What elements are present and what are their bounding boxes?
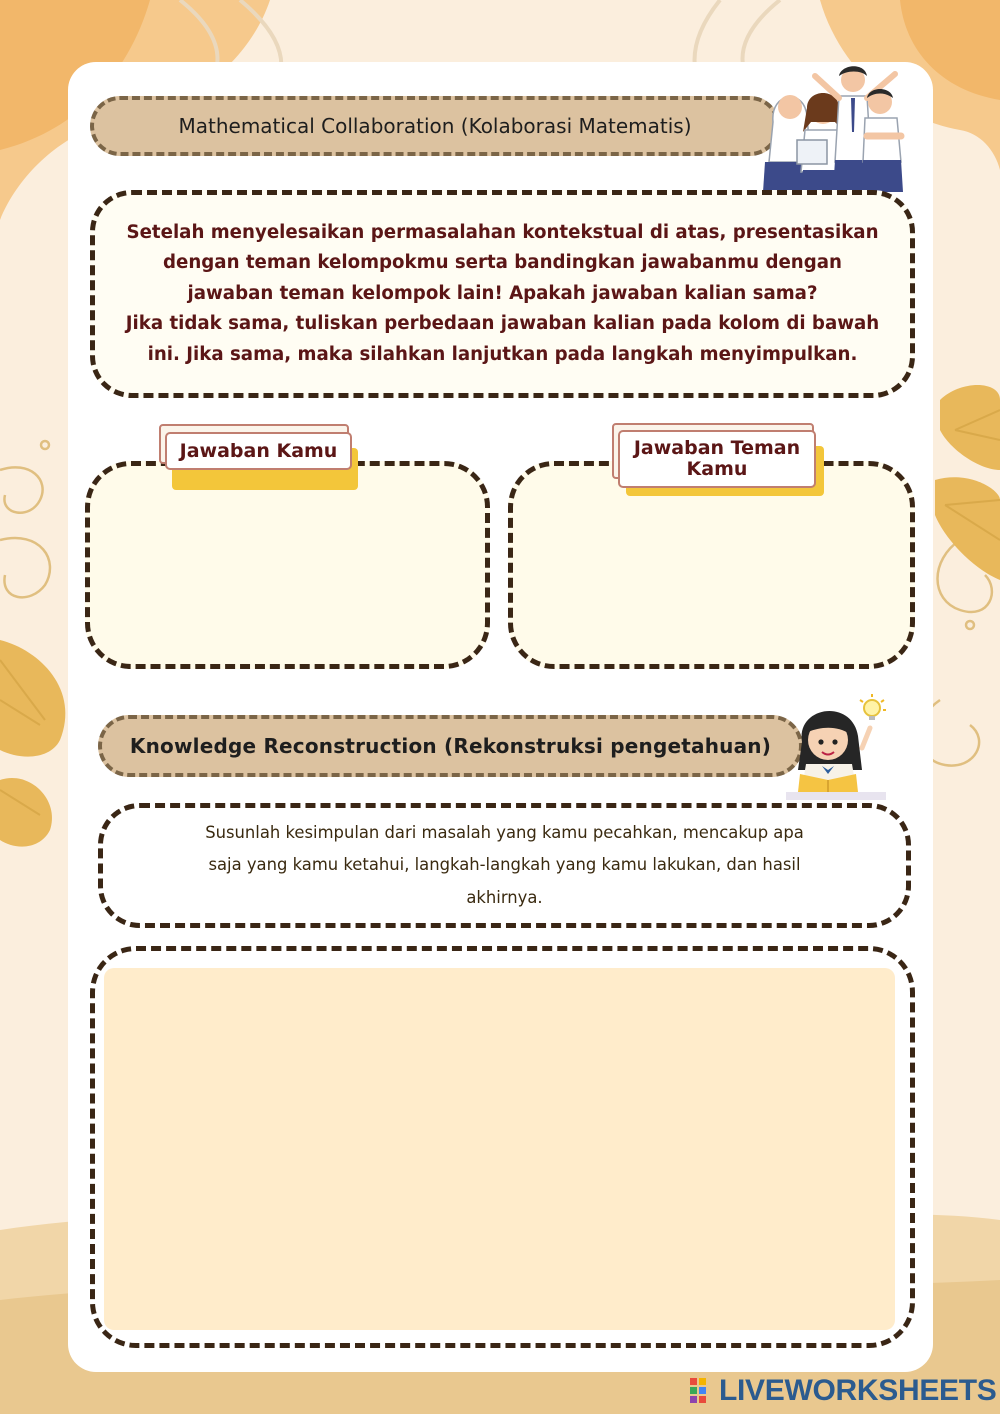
your-answer-label-text: Jawaban Kamu (179, 440, 338, 462)
instruction-line: saja yang kamu ketahui, langkah-langkah yang kamu lakukan, dan hasil (208, 855, 801, 875)
liveworksheets-brand-text: LIVEWORKSHEETS (719, 1374, 997, 1407)
your-answer-box[interactable] (85, 461, 490, 669)
instruction-line: Jika tidak sama, tuliskan perbedaan jawaban kalian pada kolom di bawah (125, 313, 880, 335)
reconstruction-instruction-text (185, 817, 824, 915)
instruction-line: ini. Jika sama, maka silahkan lanjutkan pada langkah menyimpulkan. (147, 343, 858, 365)
liveworksheets-logo-icon (690, 1376, 716, 1406)
friend-answer-label-line: Jawaban Teman (633, 437, 801, 459)
reconstruction-title-text: Knowledge Reconstruction (Rekonstruksi pengetahuan) (129, 734, 772, 758)
friend-answer-label (618, 430, 816, 488)
students-group-illustration (755, 62, 915, 192)
instruction-line: Susunlah kesimpulan dari masalah yang kamu pecahkan, mencakup apa (205, 822, 804, 842)
liveworksheets-logo (690, 1374, 997, 1408)
collaboration-title (90, 96, 780, 156)
instruction-line: jawaban teman kelompok lain! Apakah jawaban kalian sama? (187, 282, 818, 304)
your-answer-label (165, 432, 352, 470)
reconstruction-title (98, 715, 803, 777)
conclusion-input-area[interactable] (104, 968, 895, 1330)
collaboration-title-text: Mathematical Collaboration (Kolaborasi Matematis) (178, 114, 692, 138)
collaboration-instruction-text (118, 218, 888, 371)
reconstruction-instruction-box (98, 803, 911, 928)
instruction-line: dengan teman kelompokmu serta bandingkan jawabanmu dengan (162, 252, 842, 274)
instruction-line: akhirnya. (466, 887, 543, 907)
collaboration-instruction-box (90, 190, 915, 398)
friend-answer-label-line: Kamu (686, 458, 748, 480)
instruction-line: Setelah menyelesaikan permasalahan kontekstual di atas, presentasikan (126, 221, 879, 243)
girl-reading-idea-illustration (782, 692, 892, 802)
